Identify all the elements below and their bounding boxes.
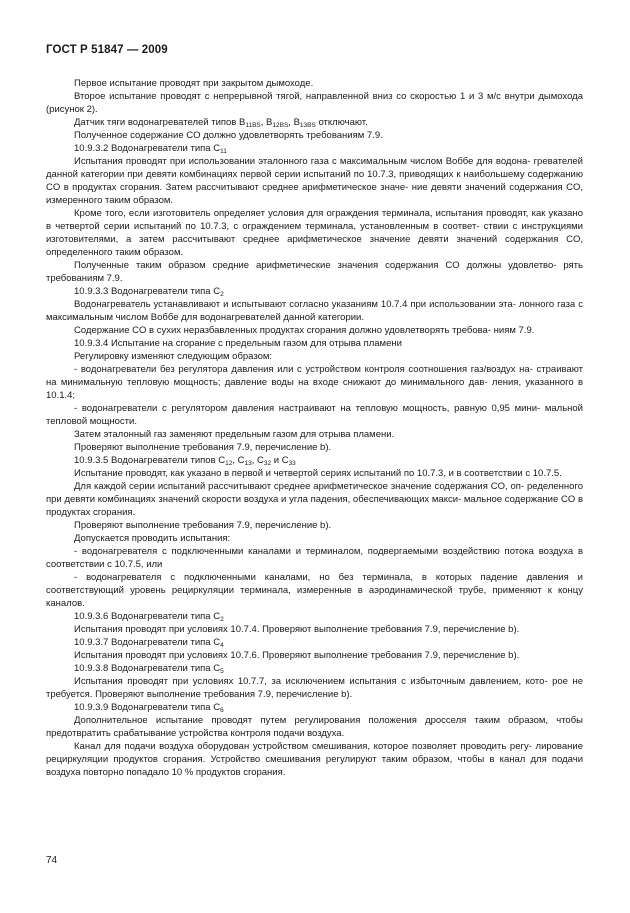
section-heading: 10.9.3.2 Водонагреватели типа $C_{11}$ — [74, 143, 227, 155]
paragraph: Канал для подачи воздуха оборудован устройством смешивания, которое позволяет проводить регу- лирование рециркуляции продуктов сгорания. Устройство смешивания регулируют таким образом, чтобы в канал для подачи воздуха повторно попадало 10 % продуктов сгорания. — [46, 741, 583, 778]
section-heading: 10.9.3.4 Испытание на сгорание с предельным газом для отрыва пламени — [74, 338, 402, 349]
paragraph: Проверяют выполнение требования 7.9, перечисление b). — [74, 442, 332, 453]
paragraph: Допускается проводить испытания: — [74, 533, 231, 544]
section-heading: 10.9.3.3 Водонагреватели типа $C_2$ — [74, 286, 224, 298]
paragraph: Датчик тяги водонагревателей типов $B_{11BS}$, $B_{12BS}$, $B_{13BS}$ отключают. — [74, 117, 368, 129]
paragraph: Испытания проводят при использовании эталонного газа с максимальным числом Воббе для водона- гревателей данной категории при девяти комбинациях первой серии испытаний по 10.7.3, приводящих к наибольшему содержанию CO в продуктах сгорания. Затем рассчитывают среднее арифметическое значе- ние девяти значений содержания CO, измеренного таким образом. — [46, 156, 583, 206]
list-item: - водонагреватели без регулятора давления или с устройством контроля соотношения газ/воздух на- страивают на минимальную тепловую мощность; давление воды на входе снижают до минимального дав- ления, указанного в 10.1.4; — [46, 364, 583, 401]
paragraph: Водонагреватель устанавливают и испытывают согласно указаниям 10.7.4 при использовании эта- лонного газа с максимальным числом Воббе для водонагревателей данной категории. — [46, 299, 583, 323]
section-heading: 10.9.3.8 Водонагреватели типа $C_5$ — [74, 663, 224, 675]
paragraph: Для каждой серии испытаний рассчитывают среднее арифметическое значение содержания CO, оп- ределенного при девяти комбинациях значений скорости воздуха и угла падения, обеспечивающих макси- мальное содержание CO в продуктах сгорания. — [46, 481, 583, 518]
paragraph: Проверяют выполнение требования 7.9, перечисление b). — [74, 520, 332, 531]
document-body — [46, 77, 583, 779]
paragraph: Второе испытание проводят с непрерывной тягой, направленной вниз со скоростью 1 и 3 м/с внутри дымохода (рисунок 2). — [46, 91, 583, 115]
section-heading: 10.9.3.9 Водонагреватели типа $C_6$ — [74, 702, 224, 714]
paragraph: Испытание проводят, как указано в первой и четвертой сериях испытаний по 10.7.3, и в соответствии с 10.7.5. — [74, 468, 562, 479]
paragraph: Затем эталонный газ заменяют предельным газом для отрыва пламени. — [74, 429, 395, 440]
paragraph: Первое испытание проводят при закрытом дымоходе. — [74, 78, 314, 89]
paragraph: Испытания проводят при условиях 10.7.6. Проверяют выполнение требования 7.9, перечисление b). — [74, 650, 520, 661]
section-heading: 10.9.3.6 Водонагреватели типа $C_2$ — [74, 611, 224, 623]
paragraph: Содержание CO в сухих неразбавленных продуктах сгорания должно удовлетворять требова- ниям 7.9. — [74, 325, 535, 336]
list-item: - водонагревателя с подключенными каналами, но без терминала, в которых падение давления и соответствующий уровень рециркуляции терминала, измеренные в аэродинамической трубе, применяют к концу каналов. — [46, 572, 583, 609]
paragraph: Испытания проводят при условиях 10.7.4. Проверяют выполнение требования 7.9, перечисление b). — [74, 624, 520, 635]
paragraph: Полученное содержание CO должно удовлетворять требованиям 7.9. — [74, 130, 383, 141]
paragraph: Полученные таким образом средние арифметические значения содержания CO должны удовлетво- рять требованиям 7.9. — [46, 260, 583, 284]
page-number: 74 — [46, 855, 58, 866]
paragraph: Регулировку изменяют следующим образом: — [74, 351, 273, 362]
list-item: - водонагревателя с подключенными каналами и терминалом, подвергаемыми воздействию потока воздуха в соответствии с 10.7.5, или — [46, 546, 583, 570]
paragraph: Дополнительное испытание проводят путем регулирования положения дросселя таким образом, чтобы предотвратить срабатывание устройства контроля подачи воздуха. — [46, 715, 583, 739]
section-heading: 10.9.3.7 Водонагреватели типа $C_4$ — [74, 637, 224, 649]
paragraph: Испытания проводят при условиях 10.7.7, за исключением испытания с избыточным давлением, кото- рое не требуется. Проверяют выполнение требования 7.9, перечисление b). — [46, 676, 583, 700]
paragraph: Кроме того, если изготовитель определяет условия для ограждения терминала, испытания проводят, как указано в четвертой серии испытаний по 10.7.3, с ограждением терминала, установленным в соответ- ствии с инструкциями изготовителями, а затем рассчитывают среднее арифметическое значение девяти значений содержания CO, определенного таким образом. — [46, 208, 583, 258]
document-header: ГОСТ Р 51847 — 2009 — [46, 44, 168, 56]
list-item: - водонагреватели с регулятором давления настраивают на тепловую мощность, равную 0,95 мини- мальной тепловой мощности. — [46, 403, 583, 427]
section-heading: 10.9.3.5 Водонагреватели типов $C_{12}$, $C_{13}$, $C_{32}$ и $C_{33}$ — [74, 455, 296, 467]
